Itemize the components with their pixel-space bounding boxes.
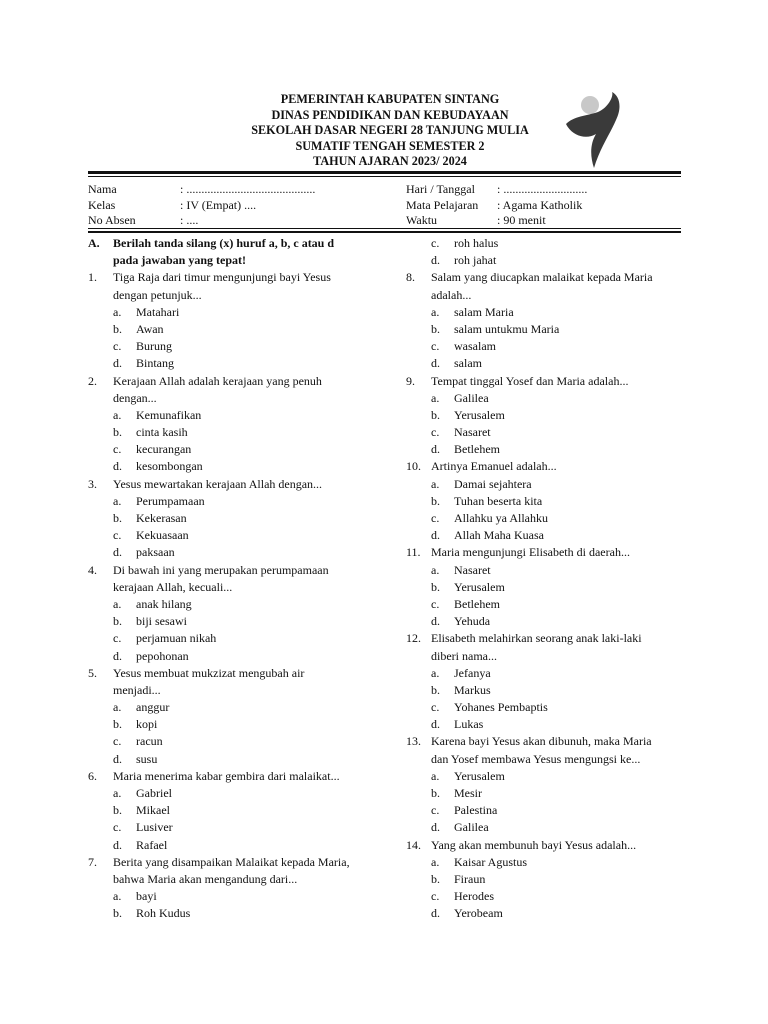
question-text: Karena bayi Yesus akan dibunuh, maka Maria — [431, 734, 652, 749]
option-letter: c. — [113, 820, 122, 835]
question-text: kerajaan Allah, kecuali... — [113, 579, 233, 594]
option-text: Firaun — [454, 871, 486, 886]
info-label: Mata Pelajaran — [406, 197, 479, 212]
header-rule-thin — [88, 176, 681, 177]
option-text: racun — [136, 734, 163, 749]
option-letter: d. — [431, 906, 440, 921]
option-letter: d. — [113, 356, 122, 371]
option-letter: a. — [113, 407, 122, 422]
info-class-row — [88, 198, 315, 214]
question-text: dengan... — [113, 390, 157, 405]
answer-option[interactable] — [88, 785, 388, 802]
question-number: 11. — [406, 545, 421, 560]
answer-option[interactable] — [88, 441, 388, 458]
answer-option[interactable] — [88, 304, 388, 321]
option-letter: d. — [113, 837, 122, 852]
answer-option[interactable] — [406, 888, 686, 905]
answer-option[interactable] — [406, 562, 686, 579]
option-text: Tuhan beserta kita — [454, 493, 543, 508]
question-number: 1. — [88, 270, 97, 285]
question-line — [88, 390, 388, 407]
option-letter: d. — [431, 442, 440, 457]
answer-option[interactable] — [88, 699, 388, 716]
option-letter: b. — [431, 579, 440, 594]
question-text: diberi nama... — [431, 648, 497, 663]
answer-option[interactable] — [406, 579, 686, 596]
question-line — [406, 373, 686, 390]
option-letter: d. — [113, 648, 122, 663]
answer-option[interactable] — [406, 596, 686, 613]
question-line — [88, 854, 388, 871]
option-text: Yerobeam — [454, 906, 503, 921]
option-letter: d. — [113, 751, 122, 766]
answer-option[interactable] — [406, 304, 686, 321]
answer-option[interactable] — [406, 338, 686, 355]
answer-option[interactable] — [88, 544, 388, 561]
answer-option[interactable] — [406, 476, 686, 493]
left-question-list — [88, 269, 388, 922]
option-text: Perumpamaan — [136, 493, 205, 508]
option-text: Bintang — [136, 356, 174, 371]
date-field[interactable]: : ............................ — [497, 182, 588, 196]
option-text: salam Maria — [454, 304, 514, 319]
answer-option[interactable] — [406, 819, 686, 836]
subject-value: : Agama Katholik — [497, 197, 583, 212]
option-text: bayi — [136, 889, 157, 904]
option-text: Herodes — [454, 889, 494, 904]
question-text: Tempat tinggal Yosef dan Maria adalah... — [431, 373, 629, 388]
answer-option[interactable] — [406, 407, 686, 424]
option-letter: d. — [431, 614, 440, 629]
section-instruction-cont — [88, 252, 388, 269]
question-text: Maria menerima kabar gembira dari malaikat... — [113, 768, 340, 783]
option-text: Yerusalem — [454, 579, 505, 594]
question-line — [406, 269, 686, 286]
option-letter: b. — [113, 321, 122, 336]
option-letter: d. — [113, 459, 122, 474]
option-letter: a. — [113, 304, 122, 319]
question-line — [88, 269, 388, 286]
answer-option[interactable] — [88, 596, 388, 613]
option-text: roh halus — [454, 236, 499, 250]
option-text: kesombongan — [136, 459, 203, 474]
option-letter: b. — [431, 786, 440, 800]
option-text: Galilea — [454, 390, 489, 405]
question-line — [88, 476, 388, 493]
option-text: anggur — [136, 700, 170, 715]
answer-option[interactable] — [88, 407, 388, 424]
option-letter: a. — [113, 889, 122, 904]
option-text: perjamuan nikah — [136, 631, 217, 646]
answer-option[interactable] — [88, 888, 388, 905]
school-logo — [560, 90, 624, 170]
option-text: Markus — [454, 682, 491, 697]
instruction-text: Berilah tanda silang (x) huruf a, b, c atau d — [113, 236, 335, 250]
option-letter: b. — [431, 493, 440, 508]
option-text: Burung — [136, 339, 172, 354]
answer-option[interactable] — [406, 390, 686, 407]
option-letter: c. — [113, 528, 122, 543]
info-label: Hari / Tanggal — [406, 182, 475, 196]
info-label: No Absen — [88, 213, 136, 227]
question-number: 14. — [406, 837, 421, 852]
option-text: kecurangan — [136, 442, 192, 457]
option-text: salam untukmu Maria — [454, 321, 560, 336]
question-line — [406, 837, 686, 854]
question-number — [88, 390, 113, 407]
right-question-list — [406, 235, 686, 923]
question-number: 6. — [88, 768, 97, 783]
answer-option[interactable] — [88, 819, 388, 836]
answer-option[interactable] — [406, 493, 686, 510]
question-number — [88, 682, 113, 699]
question-line — [88, 579, 388, 596]
question-text: Di bawah ini yang merupakan perumpamaan — [113, 562, 329, 577]
info-label: Waktu — [406, 213, 438, 227]
info-rule-thick — [88, 231, 681, 233]
answer-option[interactable] — [406, 235, 686, 252]
question-number — [88, 287, 113, 304]
question-text: Yesus membuat mukzizat mengubah air — [113, 665, 305, 680]
question-text: Yang akan membunuh bayi Yesus adalah... — [431, 837, 637, 852]
student-info — [88, 182, 315, 229]
instruction-text: pada jawaban yang tepat! — [113, 253, 247, 268]
option-letter: d. — [431, 528, 440, 543]
option-letter: b. — [431, 321, 440, 336]
answer-option[interactable] — [88, 716, 388, 733]
option-letter: c. — [113, 339, 122, 354]
question-text: dan Yosef membawa Yesus mengungsi ke... — [431, 751, 641, 766]
question-line — [88, 562, 388, 579]
option-letter: c. — [431, 339, 440, 354]
option-text: Mesir — [454, 786, 482, 800]
question-text: dengan petunjuk... — [113, 287, 202, 302]
option-letter: b. — [431, 871, 440, 886]
option-text: Gabriel — [136, 786, 172, 800]
answer-option[interactable] — [88, 648, 388, 665]
question-number: 10. — [406, 459, 421, 474]
question-column-right — [406, 235, 686, 923]
exam-info — [406, 182, 587, 229]
answer-option[interactable] — [406, 905, 686, 922]
option-text: Yehuda — [454, 614, 491, 629]
info-rule-thin — [88, 228, 681, 229]
question-line — [406, 648, 686, 665]
answer-option[interactable] — [88, 458, 388, 475]
time-value: : 90 menit — [497, 213, 546, 227]
question-number — [406, 751, 431, 768]
answer-option[interactable] — [406, 716, 686, 733]
question-number: 13. — [406, 734, 421, 749]
answer-option[interactable] — [88, 733, 388, 750]
question-line — [88, 665, 388, 682]
answer-option[interactable] — [88, 905, 388, 922]
option-letter: a. — [431, 768, 440, 783]
section-letter: A. — [88, 236, 100, 250]
option-text: Palestina — [454, 803, 498, 818]
info-subject-row — [406, 198, 587, 214]
option-text: Yerusalem — [454, 768, 505, 783]
info-time-row — [406, 213, 587, 229]
header-rule-thick — [88, 171, 681, 174]
question-line — [406, 458, 686, 475]
letterhead — [160, 92, 620, 170]
question-text: Salam yang diucapkan malaikat kepada Maria — [431, 270, 653, 285]
answer-option[interactable] — [88, 424, 388, 441]
answer-option[interactable] — [406, 871, 686, 888]
option-text: Yohanes Pembaptis — [454, 700, 548, 715]
option-letter: c. — [113, 631, 122, 646]
option-text: Lusiver — [136, 820, 173, 835]
answer-option[interactable] — [88, 802, 388, 819]
option-letter: a. — [113, 596, 122, 611]
answer-option[interactable] — [406, 613, 686, 630]
question-text: adalah... — [431, 287, 472, 302]
question-text: Yesus mewartakan kerajaan Allah dengan... — [113, 476, 323, 491]
question-text: Tiga Raja dari timur mengunjungi bayi Yesus — [113, 270, 331, 285]
question-number: 12. — [406, 631, 421, 646]
option-text: Galilea — [454, 820, 489, 835]
option-text: Kemunafikan — [136, 407, 202, 422]
question-line — [88, 373, 388, 390]
question-line — [88, 287, 388, 304]
option-text: Kekerasan — [136, 511, 187, 525]
class-field[interactable]: : IV (Empat) .... — [180, 197, 257, 212]
option-letter: a. — [431, 476, 440, 491]
question-column-left — [88, 235, 388, 923]
letterhead-government: PEMERINTAH KABUPATEN SINTANG — [280, 92, 500, 106]
answer-option[interactable] — [88, 837, 388, 854]
answer-option[interactable] — [406, 355, 686, 372]
letterhead-exam-title: SUMATIF TENGAH SEMESTER 2 — [295, 138, 485, 153]
answer-option[interactable] — [406, 682, 686, 699]
option-letter: d. — [431, 356, 440, 371]
option-letter: b. — [113, 511, 122, 525]
question-text: Maria mengunjungi Elisabeth di daerah... — [431, 545, 630, 560]
info-absen-row — [88, 213, 315, 229]
option-letter: c. — [431, 236, 440, 250]
option-letter: a. — [431, 854, 440, 869]
option-letter: c. — [431, 425, 440, 440]
question-line — [406, 287, 686, 304]
answer-option[interactable] — [406, 527, 686, 544]
option-letter: b. — [113, 717, 122, 732]
option-text: Roh Kudus — [136, 906, 191, 921]
answer-option[interactable] — [88, 510, 388, 527]
option-text: Jefanya — [454, 665, 491, 680]
question-number — [406, 648, 431, 665]
question-text: menjadi... — [113, 682, 161, 697]
option-text: anak hilang — [136, 596, 192, 611]
option-letter: b. — [113, 803, 122, 818]
question-text: Kerajaan Allah adalah kerajaan yang penuh — [113, 373, 322, 388]
question-text: bahwa Maria akan mengandung dari... — [113, 871, 298, 886]
option-text: biji sesawi — [136, 614, 187, 629]
option-text: Matahari — [136, 304, 180, 319]
option-letter: c. — [113, 442, 122, 457]
question-line — [88, 682, 388, 699]
question-number: 3. — [88, 476, 97, 491]
question-line — [406, 751, 686, 768]
option-text: paksaan — [136, 545, 175, 560]
answer-option[interactable] — [88, 338, 388, 355]
option-letter: b. — [431, 682, 440, 697]
option-text: salam — [454, 356, 482, 371]
option-letter: a. — [431, 390, 440, 405]
letterhead-school: SEKOLAH DASAR NEGERI 28 TANJUNG MULIA — [251, 123, 529, 137]
question-text: Berita yang disampaikan Malaikat kepada Maria, — [113, 854, 350, 869]
question-line — [406, 733, 686, 750]
answer-option[interactable] — [88, 493, 388, 510]
question-text: Elisabeth melahirkan seorang anak laki-laki — [431, 631, 642, 646]
question-number: 4. — [88, 562, 97, 577]
option-letter: c. — [431, 700, 440, 715]
answer-option[interactable] — [406, 768, 686, 785]
option-text: Rafael — [136, 837, 168, 852]
option-letter: a. — [113, 786, 122, 800]
answer-option[interactable] — [406, 699, 686, 716]
option-letter: a. — [431, 562, 440, 577]
option-text: Lukas — [454, 717, 484, 732]
question-line — [88, 768, 388, 785]
question-line — [406, 544, 686, 561]
option-letter: c. — [113, 734, 122, 749]
option-text: Betlehem — [454, 596, 500, 611]
option-letter: c. — [431, 511, 440, 525]
option-letter: b. — [113, 906, 122, 921]
option-text: Damai sejahtera — [454, 476, 532, 491]
info-date-row — [406, 182, 587, 198]
option-text: kopi — [136, 717, 158, 732]
option-text: Nasaret — [454, 425, 491, 440]
info-label: Nama — [88, 182, 117, 196]
question-number: 8. — [406, 270, 415, 285]
answer-option[interactable] — [406, 802, 686, 819]
option-text: wasalam — [454, 339, 496, 354]
option-text: Mikael — [136, 803, 170, 818]
option-text: Nasaret — [454, 562, 491, 577]
option-letter: a. — [113, 493, 122, 508]
option-letter: c. — [431, 803, 440, 818]
question-number: 7. — [88, 854, 97, 869]
question-number: 2. — [88, 373, 97, 388]
option-text: Kekuasaan — [136, 528, 189, 543]
answer-option[interactable] — [406, 252, 686, 269]
answer-option[interactable] — [88, 630, 388, 647]
question-line — [406, 630, 686, 647]
question-number — [88, 871, 113, 888]
question-number — [88, 579, 113, 596]
question-number: 5. — [88, 665, 97, 680]
answer-option[interactable] — [406, 424, 686, 441]
option-letter: b. — [431, 407, 440, 422]
option-text: cinta kasih — [136, 425, 188, 440]
option-text: Kaisar Agustus — [454, 854, 527, 869]
option-text: Betlehem — [454, 442, 500, 457]
question-number — [406, 287, 431, 304]
question-number: 9. — [406, 373, 415, 388]
answer-option[interactable] — [88, 355, 388, 372]
letterhead-department: DINAS PENDIDIKAN DAN KEBUDAYAAN — [271, 107, 509, 122]
option-letter: d. — [431, 820, 440, 835]
info-label: Kelas — [88, 197, 116, 212]
option-letter: c. — [431, 889, 440, 904]
answer-option[interactable] — [88, 527, 388, 544]
option-text: Yerusalem — [454, 407, 505, 422]
answer-option[interactable] — [406, 665, 686, 682]
option-letter: b. — [113, 614, 122, 629]
option-letter: a. — [113, 700, 122, 715]
answer-option[interactable] — [406, 510, 686, 527]
answer-option[interactable] — [406, 441, 686, 458]
option-text: pepohonan — [136, 648, 189, 663]
option-text: Allah Maha Kuasa — [454, 528, 544, 543]
answer-option[interactable] — [88, 321, 388, 338]
question-text: Artinya Emanuel adalah... — [431, 459, 557, 474]
answer-option[interactable] — [88, 613, 388, 630]
option-text: roh jahat — [454, 253, 497, 268]
absen-field[interactable]: : .... — [180, 213, 199, 227]
name-field[interactable]: : ........................................... — [180, 182, 316, 196]
option-letter: a. — [431, 304, 440, 319]
option-text: Allahku ya Allahku — [454, 511, 548, 525]
letterhead-school-year: TAHUN AJARAN 2023/ 2024 — [313, 154, 467, 168]
answer-option[interactable] — [88, 751, 388, 768]
answer-option[interactable] — [406, 854, 686, 871]
option-letter: d. — [431, 253, 440, 268]
question-line — [88, 871, 388, 888]
answer-option[interactable] — [406, 785, 686, 802]
option-text: Awan — [136, 321, 164, 336]
option-letter: b. — [113, 425, 122, 440]
option-letter: d. — [431, 717, 440, 732]
info-name-row — [88, 182, 315, 198]
option-letter: a. — [431, 665, 440, 680]
option-letter: d. — [113, 545, 122, 560]
section-instruction — [88, 235, 388, 252]
answer-option[interactable] — [406, 321, 686, 338]
option-letter: c. — [431, 596, 440, 611]
option-text: susu — [136, 751, 158, 766]
